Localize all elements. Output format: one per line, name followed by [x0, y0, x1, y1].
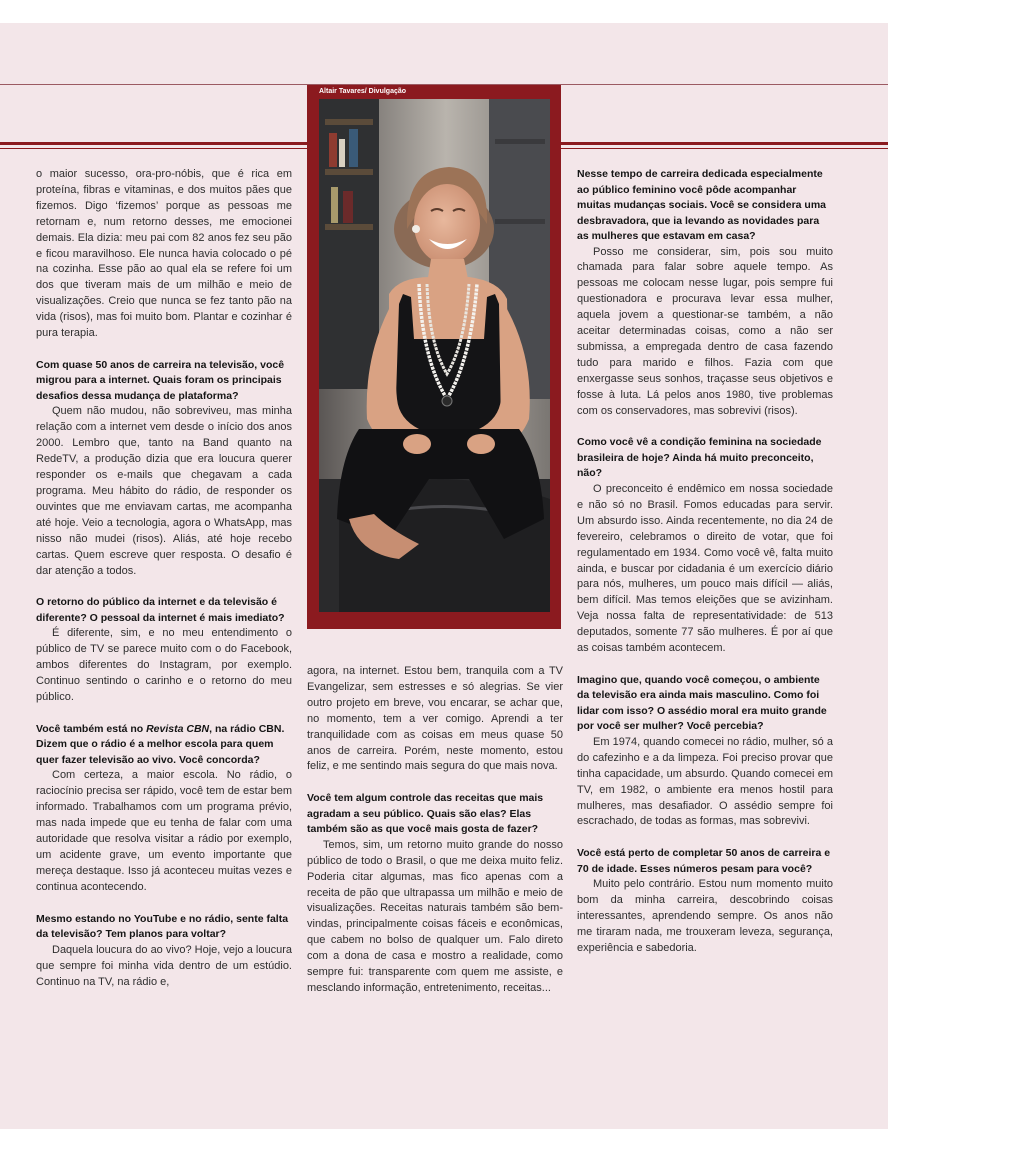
- article-column-1: [36, 167, 292, 990]
- answer-paragraph: O preconceito é endêmico em nossa sociedade e não só no Brasil. Fomos educadas para servir. Um absurdo isso. Ainda recentemente, no dia 24 de fevereiro, celebramos o direito de votar, que foi regulamentado em 1934. Como você vê, falta muito ainda, e buscar por cidadania é um exercício diário para nós, mulheres, um pouco mais difícil — aliás, bem difícil. Mas temos eleições que se avizinham. Veja nossa falta de representatividade: de 513 deputados, somente 77 são mulheres. É por aí que as coisas também acontecem.: [577, 482, 833, 655]
- question-heading: O retorno do público da internet e da televisão é diferente? O pessoal da internet é mais imediato?: [36, 596, 285, 624]
- question-heading: Mesmo estando no YouTube e no rádio, sente falta da televisão? Tem planos para voltar?: [36, 912, 289, 941]
- question-text: , na rádio CBN. Dizem que o rádio é a melhor escola para quem quer fazer televisão ao vivo. Você concorda?: [36, 722, 285, 766]
- photo-frame: [307, 85, 561, 629]
- answer-paragraph: Com certeza, a maior escola. No rádio, o raciocínio precisa ser rápido, você tem de estar bem informado. Trabalhamos com um programa prévio, mas nada impede que eu tenha de falar com uma autoridade que resolva visitar a rádio por exemplo, um acidente grave, um evento importante que mereça destaque. Isso já aconteceu muitas vezes e continua acontecendo.: [36, 769, 292, 893]
- paragraph: o maior sucesso, ora-pro-nóbis, que é rica em proteína, fibras e vitaminas, e dos muitos pães que fizemos. Digo ‘fizemos’ porque as pessoas me retornam e, num retorno desses, me emocionei demais. Ela dizia: meu pai com 82 anos fez seu pão e ficou maravilhoso. Ele nunca havia colocado o pé na cozinha. Esse pão ao qual ela se refere foi um dos que tiveram mais de um milhão e meio de visualizações. Creio que nunca se fez tanto pão na vida (risos), mas foi muito bom. Plantar e cozinhar é pura terapia.: [36, 168, 292, 340]
- answer-paragraph: Quem não mudou, não sobreviveu, mas minha relação com a internet vem desde o início dos anos 2000. Lembro que, tanto na Band quanto na RedeTV, a produção dizia que era loucura querer responder os e-mails que chegavam a cada programa. Meu hábito do rádio, de responder os ouvintes que me enviavam cartas, me acompanha até hoje. Veio a tecnologia, agora o WhatsApp, mas nisso não mudei (risos). Aliás, até hoje recebo cartas. Quem escreve quer resposta. O desafio é dar atenção a todos.: [36, 405, 292, 577]
- question-text: Você também está no: [36, 722, 147, 735]
- answer-paragraph: Daquela loucura do ao vivo? Hoje, vejo a loucura que sempre foi minha vida dentro de um estúdio. Continuo na TV, na rádio e,: [36, 943, 292, 988]
- question-heading: Como você vê a condição feminina na sociedade brasileira de hoje? Ainda há muito preconceito, não?: [577, 436, 822, 480]
- question-heading: Com quase 50 anos de carreira na televisão, você migrou para a internet. Quais foram os principais desafios dessa mudança de plataforma?: [36, 358, 285, 402]
- answer-paragraph: Muito pelo contrário. Estou num momento muito bom da minha carreira, descobrindo coisas interessantes, aprendendo sempre. Os anos não me tiraram nada, me trouxeram leveza, segurança, experiência e sabedoria.: [577, 878, 833, 954]
- question-heading: Você tem algum controle das receitas que mais agradam a seu público. Quais são elas? Elas também são as que você mais gosta de fazer?: [307, 792, 544, 836]
- magazine-page: [0, 23, 888, 1129]
- answer-paragraph: Posso me considerar, sim, pois sou muito chamada para falar sobre aquele tempo. As pessoas me colocam nesse lugar, pois sempre fui questionadora e procurava levar essa mulher, aquela jovem a questionar-se também, a não aceitar determinadas coisas, como a não ser submissa, a empregada dentro de casa fazendo tudo para marido e filhos. Fazia com que enxergasse seus sonhos, traçasse seus objetivos e fosse à luta. Lá pelos anos 1980, tive problemas com os conservadores, mas sobrevivi (risos).: [577, 245, 833, 417]
- article-column-2: [307, 664, 563, 997]
- question-heading: Imagino que, quando você começou, o ambiente da televisão era ainda mais masculino. Como foi lidar com isso? O assédio moral era muito grande por você ser mulher? Você percebia?: [577, 673, 827, 733]
- woman-smiling-illustration: [319, 99, 550, 612]
- answer-paragraph: Temos, sim, um retorno muito grande do nosso público de todo o Brasil, o que me deixa muito feliz. Poderia citar algumas, mas fico apenas com a receita de pão que ultrapassa um milhão e meio de visualizações. Receitas naturais também são bem-vindas, principalmente coisas fáceis e econômicas, que cabem no bolso de qualquer um. Falo direto com a dona de casa e mostro a realidade, como sempre fui: transparente com quem me assiste, e mesclando informação, entretenimento, receitas...: [307, 838, 563, 994]
- question-heading: [36, 722, 292, 769]
- answer-paragraph: Em 1974, quando comecei no rádio, mulher, só a do cafezinho e a da limpeza. Foi preciso provar que tinha capacidade, um absurdo. Quando comecei em TV, em 1982, o ambiente era menos hostil para mulheres, mas desafiador. O assédio sempre foi escrachado, de todas as formas, mas sobrevivi.: [577, 735, 833, 828]
- article-column-3: [577, 167, 833, 957]
- photo-credit: Altair Tavares/ Divulgação: [319, 88, 407, 95]
- interview-photo: [319, 99, 550, 612]
- paragraph: agora, na internet. Estou bem, tranquila com a TV Evangelizar, sem estresses e só alegrias. Se vier outro projeto em breve, vou encarar, se achar que, no momento, tem a ver comigo. Aprendi a ter tranquilidade com as coisas em meus quase 50 anos de carreira. Porém, neste momento, estou feliz, e me sentindo mais segura do que mais nova.: [307, 665, 563, 773]
- question-heading: Você está perto de completar 50 anos de carreira e 70 de idade. Esses números pesam para você?: [577, 847, 831, 875]
- question-heading: Nesse tempo de carreira dedicada especialmente ao público feminino você pôde acompanhar muitas mudanças sociais. Você se considera uma desbravadora, que ia levando as novidades para as mulheres que estavam em casa?: [577, 168, 826, 242]
- answer-paragraph: É diferente, sim, e no meu entendimento o público de TV se parece muito com o do Facebook, ambos diferentes do Instagram, por exemplo. Continuo sentindo o carinho e o retorno do meu público.: [36, 627, 292, 704]
- program-name: Revista CBN: [146, 722, 210, 735]
